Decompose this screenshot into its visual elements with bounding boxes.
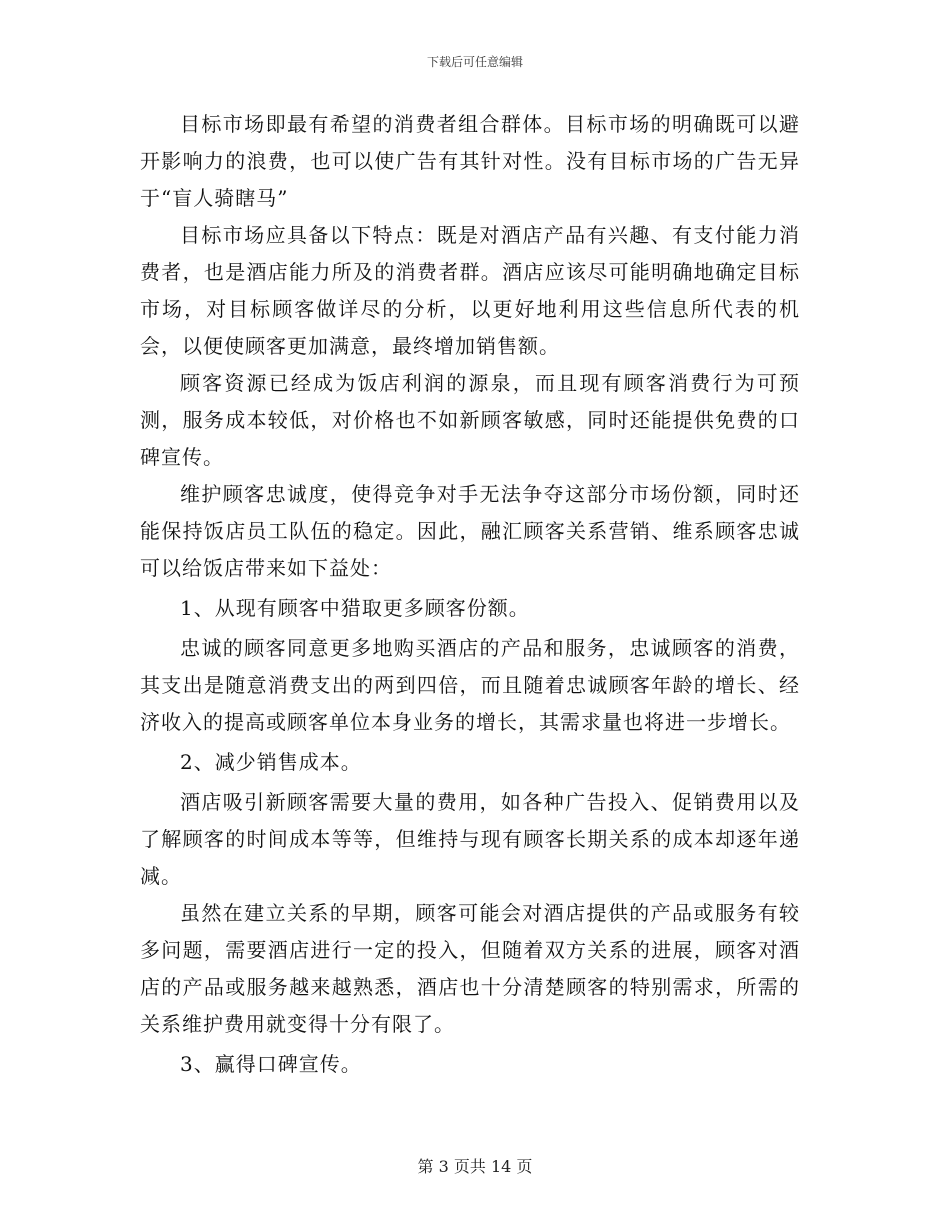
document-body	[140, 106, 800, 1086]
page-header: 下载后可任意编辑	[426, 55, 523, 69]
paragraph-target-market-features: 目标市场应具备以下特点：既是对酒店产品有兴趣、有支付能力消费者，也是酒店能力所及的消费者群。酒店应该尽可能明确地确定目标市场，对目标顾客做详尽的分析，以更好地利用这些信息所代表的机会，以便使顾客更加满意，最终增加销售额。	[140, 223, 800, 358]
paragraph-customer-loyalty: 维护顾客忠诚度，使得竞争对手无法争夺这部分市场份额，同时还能保持饭店员工队伍的稳定。因此，融汇顾客关系营销、维系顾客忠诚可以给饭店带来如下益处：	[140, 482, 800, 580]
list-item-heading-3: 3、赢得口碑宣传。	[180, 1052, 362, 1076]
paragraph-new-customer-cost: 酒店吸引新顾客需要大量的费用，如各种广告投入、促销费用以及了解顾客的时间成本等等，但维持与现有顾客长期关系的成本却逐年递减。	[140, 790, 800, 888]
list-item-heading-2: 2、减少销售成本。	[180, 750, 362, 774]
paragraph-relationship-maintenance: 虽然在建立关系的早期，顾客可能会对酒店提供的产品或服务有较多问题，需要酒店进行一定的投入，但随着双方关系的进展，顾客对酒店的产品或服务越来越熟悉，酒店也十分清楚顾客的特别需求，所需的关系维护费用就变得十分有限了。	[140, 901, 800, 1036]
list-item-heading-1: 1、从现有顾客中猎取更多顾客份额。	[180, 596, 530, 620]
page-number: 第 3 页共 14 页	[417, 1157, 533, 1176]
paragraph-loyal-customer-spending: 忠诚的顾客同意更多地购买酒店的产品和服务，忠诚顾客的消费，其支出是随意消费支出的两到四倍，而且随着忠诚顾客年龄的增长、经济收入的提高或顾客单位本身业务的增长，其需求量也将进一步增长。	[140, 636, 800, 734]
paragraph-customer-resources: 顾客资源已经成为饭店利润的源泉，而且现有顾客消费行为可预测，服务成本较低，对价格也不如新顾客敏感，同时还能提供免费的口碑宣传。	[140, 371, 800, 469]
paragraph-target-market-definition: 目标市场即最有希望的消费者组合群体。目标市场的明确既可以避开影响力的浪费，也可以使广告有其针对性。没有目标市场的广告无异于“盲人骑瞎马”	[140, 112, 800, 210]
